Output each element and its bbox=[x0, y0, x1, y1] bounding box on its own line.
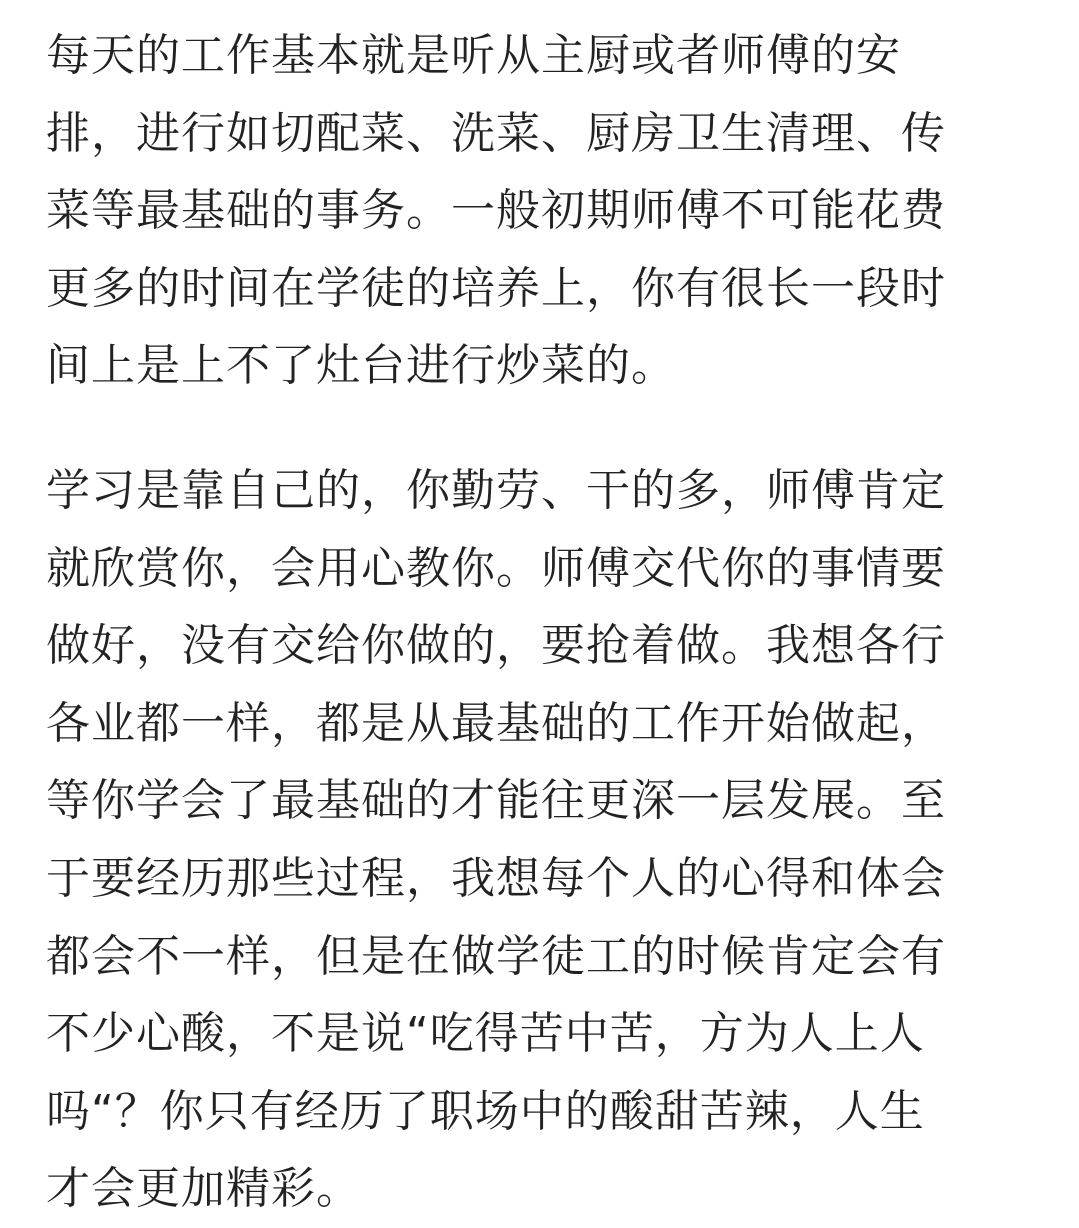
text-line: 都会不一样，但是在做学徒工的时候肯定会有 bbox=[46, 930, 946, 982]
text-line: 排，进行如切配菜、洗菜、厨房卫生清理、传 bbox=[46, 107, 946, 159]
text-line: 每天的工作基本就是听从主厨或者师傅的安 bbox=[46, 30, 901, 81]
text-line: 各业都一样，都是从最基础的工作开始做起， bbox=[46, 697, 946, 749]
text-line: 吗“？你只有经历了职场中的酸甜苦辣，人生 bbox=[46, 1085, 925, 1137]
text-line: 不少心酸，不是说“吃得苦中苦，方为人上人 bbox=[46, 1008, 925, 1060]
text-line: 更多的时间在学徒的培养上，你有很长一段时 bbox=[46, 262, 946, 314]
text-line: 菜等最基础的事务。一般初期师傅不可能花费 bbox=[46, 185, 946, 237]
paragraph-2 bbox=[46, 452, 1079, 1228]
text-line: 于要经历那些过程，我想每个人的心得和体会 bbox=[46, 852, 946, 904]
text-line: 学习是靠自己的，你勤劳、干的多，师傅肯定 bbox=[46, 464, 946, 516]
text-line: 就欣赏你，会用心教你。师傅交代你的事情要 bbox=[46, 542, 946, 594]
text-line: 间上是上不了灶台进行炒菜的。 bbox=[46, 340, 676, 392]
paragraph-1 bbox=[46, 17, 1079, 405]
text-line: 等你学会了最基础的才能往更深一层发展。至 bbox=[46, 775, 946, 827]
text-line: 才会更加精彩。 bbox=[46, 1163, 361, 1215]
text-line: 做好，没有交给你做的，要抢着做。我想各行 bbox=[46, 620, 946, 672]
